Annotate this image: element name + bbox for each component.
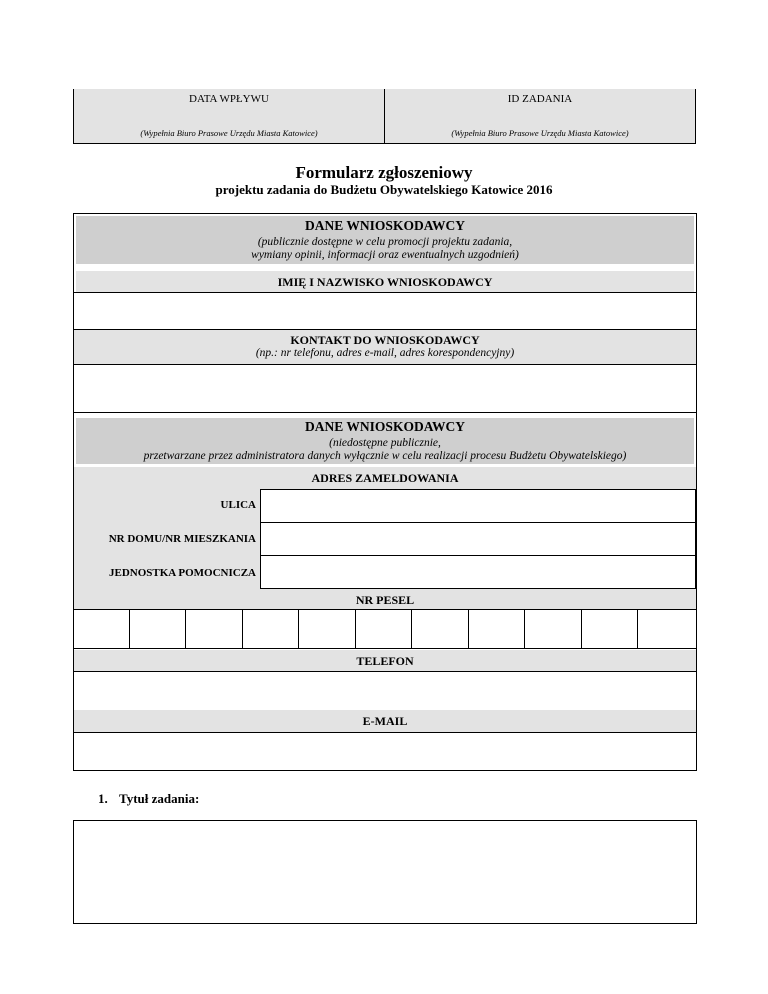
pesel-digit-box[interactable] bbox=[130, 610, 186, 648]
house-number-field[interactable] bbox=[260, 522, 696, 556]
pesel-digit-box[interactable] bbox=[469, 610, 525, 648]
address-label: ADRES ZAMELDOWANIA bbox=[311, 471, 459, 485]
contact-note: (np.: nr telefonu, adres e-mail, adres korespondencyjny) bbox=[255, 347, 515, 359]
house-number-label: NR DOMU/NR MIESZKANIA bbox=[108, 533, 256, 545]
contact-field[interactable] bbox=[74, 365, 696, 412]
phone-label: TELEFON bbox=[356, 654, 414, 668]
public-section-heading: DANE WNIOSKODAWCY bbox=[305, 218, 465, 233]
pesel-digit-box[interactable] bbox=[638, 610, 694, 648]
pesel-digit-box[interactable] bbox=[299, 610, 356, 648]
private-section-heading: DANE WNIOSKODAWCY bbox=[305, 419, 465, 434]
street-label: ULICA bbox=[220, 499, 256, 511]
pesel-digit-box[interactable] bbox=[412, 610, 469, 648]
auxiliary-unit-field[interactable] bbox=[260, 555, 696, 589]
pesel-label: NR PESEL bbox=[355, 593, 415, 607]
task-title-field[interactable] bbox=[73, 820, 697, 924]
task-id-note: (Wypełnia Biuro Prasowe Urzędu Miasta Katowice) bbox=[451, 128, 629, 138]
private-section-note-1: (niedostępne publicznie, bbox=[329, 437, 441, 449]
pesel-digit-box[interactable] bbox=[582, 610, 638, 648]
private-section-note-2: przetwarzane przez administratora danych wyłącznie w celu realizacji procesu Budżetu Obywatelskiego) bbox=[143, 450, 627, 462]
public-section-note-2: wymiany opinii, informacji oraz ewentualnych uzgodnień) bbox=[251, 249, 519, 261]
pesel-digits bbox=[74, 609, 696, 649]
applicant-name-field[interactable] bbox=[74, 293, 696, 329]
form-title: Formularz zgłoszeniowy bbox=[295, 163, 473, 182]
phone-field[interactable] bbox=[74, 672, 696, 710]
pesel-digit-box[interactable] bbox=[74, 610, 130, 648]
public-section-note-1: (publicznie dostępne w celu promocji projektu zadania, bbox=[257, 236, 513, 248]
form-subtitle: projektu zadania do Budżetu Obywatelskiego Katowice 2016 bbox=[215, 182, 553, 197]
received-date-label: DATA WPŁYWU bbox=[189, 93, 269, 105]
name-label: IMIĘ I NAZWISKO WNIOSKODAWCY bbox=[277, 275, 493, 289]
task-id-label: ID ZADANIA bbox=[507, 93, 573, 105]
received-date-note: (Wypełnia Biuro Prasowe Urzędu Miasta Katowice) bbox=[140, 128, 318, 138]
pesel-digit-box[interactable] bbox=[186, 610, 243, 648]
email-field[interactable] bbox=[74, 733, 696, 770]
auxiliary-unit-label: JEDNOSTKA POMOCNICZA bbox=[109, 567, 256, 579]
email-label: E-MAIL bbox=[362, 714, 408, 728]
task-title-label: Tytuł zadania: bbox=[119, 791, 200, 806]
task-number: 1. bbox=[98, 791, 108, 806]
pesel-digit-box[interactable] bbox=[356, 610, 412, 648]
pesel-digit-box[interactable] bbox=[243, 610, 299, 648]
pesel-digit-box[interactable] bbox=[525, 610, 582, 648]
contact-label: KONTAKT DO WNIOSKODAWCY bbox=[290, 333, 480, 347]
street-field[interactable] bbox=[260, 489, 696, 523]
